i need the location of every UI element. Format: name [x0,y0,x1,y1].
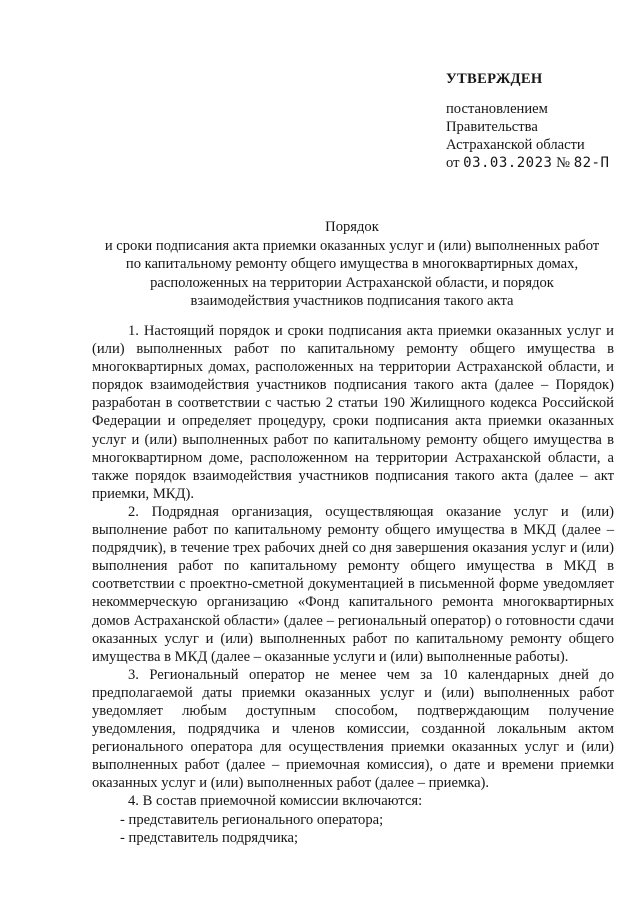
paragraph-1: 1. Настоящий порядок и сроки подписания акта приемки оказанных услуг и (или) выполненных работ по капитальному ремонту общего имущества в многоквартирных домах, расположенных на территории Астраханской области, и порядок взаимодействия участников подписания такого акта (далее – Порядок) разработан в соответствии с частью 2 статьи 190 Жилищного кодекса Российской Федерации и определяет процедуру, сроки подписания акта приемки оказанных услуг и (или) выполненных работ по капитальному ремонту общего имущества в многоквартирном доме, расположенном на территории Астраханской области, а также порядок взаимодействия участников подписания такого акта (далее – акт приемки, МКД). [92,323,614,502]
approval-line-1: постановлением [446,101,548,117]
approval-heading: УТВЕРЖДЕН [446,71,543,87]
paragraph-2: 2. Подрядная организация, осуществляющая оказание услуг и (или) выполнение работ по капитальному ремонту общего имущества в МКД (далее – подрядчик), в течение трех рабочих дней со дня завершения оказания услуг и (или) выполнения работ по капитальному ремонту общего имущества в МКД в соответствии с проектно-сметной документацией в письменной форме уведомляет некоммерческую организацию «Фонд капитального ремонта многоквартирных домов Астраханской области» (далее – региональный оператор) о готовности сдачи оказанных услуг и (или) выполненных работ по капитальному ремонту общего имущества в МКД (далее – оказанные услуги и (или) выполненные работы). [92,503,614,665]
approval-line-3: Астраханской области [446,137,585,153]
approval-date-prefix: от [446,155,460,171]
approval-line-2: Правительства [446,119,538,135]
title-line-1: и сроки подписания акта приемки оказанных услуг и (или) выполненных работ [104,237,600,254]
paragraph-4: 4. В состав приемочной комиссии включаются: [128,793,423,810]
list-item-2: - представитель подрядчика; [120,829,299,846]
title-line-2: по капитальному ремонту общего имущества в многоквартирных домах, [125,256,579,272]
approval-date: 03.03.2023 [463,155,553,171]
document-body [92,322,614,847]
approval-number-sign: № [556,155,571,171]
approval-stamp [446,70,626,172]
list-item-1: - представитель регионального оператора; [120,811,384,828]
document-title [92,218,612,311]
paragraph-3: 3. Региональный оператор не менее чем за 10 календарных дней до предполагаемой даты приемки оказанных услуг и (или) выполненных работ уведомляет любым доступным способом, подтверждающим получение уведомления, подрядчика и членов комиссии, созданной локальным актом регионального оператора для осуществления приемки оказанных услуг и (или) выполненных работ (далее – приемочная комиссия), о дате и времени приемки оказанных услуг и (или) выполненных работ (далее – приемка). [92,666,614,792]
title-heading: Порядок [325,219,379,235]
approval-number: 82-П [573,155,610,171]
title-line-3: расположенных на территории Астраханской области, и порядок [150,274,554,291]
title-line-4: взаимодействия участников подписания такого акта [190,293,514,309]
approval-date-line [446,154,626,172]
